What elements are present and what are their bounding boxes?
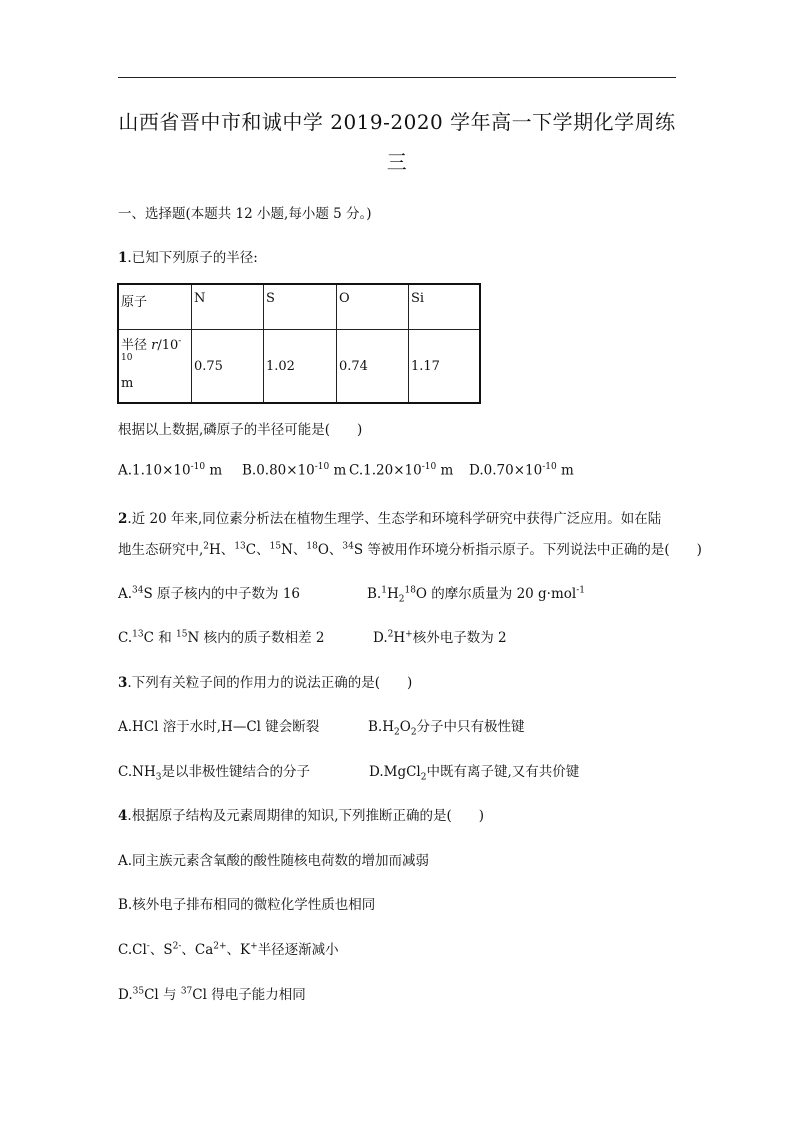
option-b[interactable]: B.核外电子排布相同的微粒化学性质也相同 [118, 897, 376, 913]
option-d[interactable]: $D.0.70\times 10^{-10}$ m [469, 462, 574, 479]
table-cell: 原子 [118, 284, 192, 330]
question-number: 3 [118, 675, 128, 691]
option-c[interactable]: $C.1.20\times 10^{-10}$ m [349, 462, 454, 479]
table-cell: 半径 $r/10^{-10}$ m [118, 330, 192, 404]
question-4-stem: 4.根据原子结构及元素周期律的知识,下列推断正确的是( ) [118, 808, 485, 824]
option-b[interactable]: $B.0.80\times 10^{-10}$ m [242, 462, 347, 479]
option-d[interactable]: D.$^{35}$Cl 与 $^{37}$Cl 得电子能力相同 [118, 986, 306, 1003]
section-heading: 一、选择题(本题共 12 小题,每小题 5 分。) [118, 206, 372, 222]
table-cell: Si [409, 284, 481, 330]
option-d[interactable]: D.$^2$H+核外电子数为 2 [373, 629, 507, 646]
question-2-stem-continued: 地生态研究中,$^2$H、$^{13}$C、$^{15}$N、$^{18}$O、$^{34}$S 等被用作环境分析指示原子。下列说法中正确的是( ) [118, 541, 702, 558]
header-rule [118, 77, 676, 78]
option-d[interactable]: D.MgCl$_2$中既有离子键,又有共价键 [369, 764, 580, 783]
question-number: 4 [118, 808, 128, 824]
table-cell: 0.74 [337, 330, 409, 404]
table-cell: S [264, 284, 337, 330]
option-c[interactable]: $C.NH_3$是以非极性键结合的分子 [118, 764, 310, 783]
table-cell: 1.02 [264, 330, 337, 404]
question-2-stem: 2.近 20 年来,同位素分析法在植物生理学、生态学和环境科学研究中获得广泛应用。如在陆 [118, 511, 662, 527]
table-row [118, 330, 480, 404]
option-a[interactable]: A.HCl 溶于水时,H—Cl 键会断裂 [118, 719, 320, 735]
page-title-continued: 三 [386, 150, 408, 174]
option-a[interactable]: $A.1.10\times 10^{-10}$ m [118, 462, 223, 479]
option-b[interactable]: $B.^1H_2^{18}O$ 的摩尔质量为 20 g·mol$^{-1}$ [367, 585, 586, 605]
table-row [118, 284, 480, 330]
question-1-prompt: 根据以上数据,磷原子的半径可能是( ) [118, 422, 363, 438]
option-b[interactable]: $B.H_2O_2$分子中只有极性键 [368, 719, 525, 738]
option-c[interactable]: C.Cl-、$S^{2-}$、$Ca^{2+}$、K+半径逐渐减小 [118, 941, 339, 958]
table-cell: 1.17 [409, 330, 481, 404]
table-cell: N [192, 284, 264, 330]
option-a[interactable]: A.同主族元素含氧酸的酸性随核电荷数的增加而减弱 [118, 853, 430, 869]
table-cell: 0.75 [192, 330, 264, 404]
question-1-stem: 1.已知下列原子的半径: [118, 250, 258, 266]
option-c[interactable]: C.$^{13}$C 和 $^{15}$N 核内的质子数相差 2 [118, 629, 325, 646]
question-number: 1 [118, 250, 128, 266]
question-number: 2 [118, 511, 128, 527]
atom-radius-table [117, 283, 481, 404]
option-a[interactable]: A.$^{34}$S 原子核内的中子数为 16 [118, 585, 301, 602]
question-3-stem: 3.下列有关粒子间的作用力的说法正确的是( ) [118, 675, 413, 691]
table-cell: O [337, 284, 409, 330]
page-title: 山西省晋中市和诚中学 2019-2020 学年高一下学期化学周练 [118, 110, 676, 134]
